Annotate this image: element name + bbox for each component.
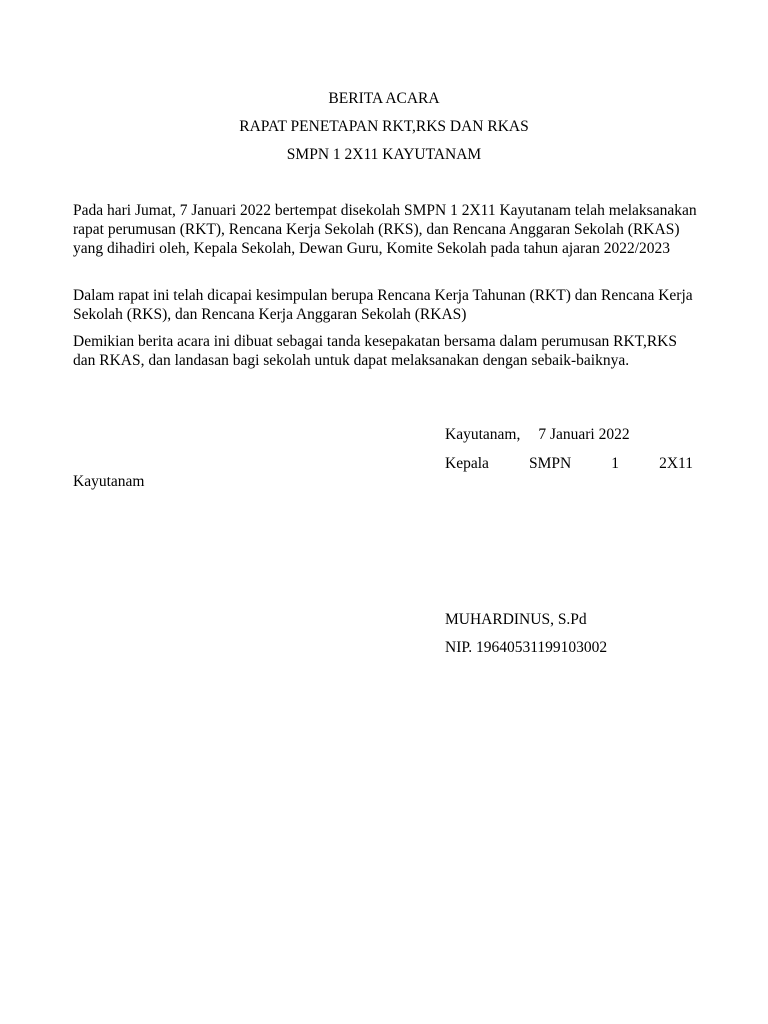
signature-title-word: 1 xyxy=(611,455,620,472)
signature-place-date xyxy=(445,425,630,445)
signature-title-word: Kepala xyxy=(445,455,489,472)
document-title: BERITA ACARA xyxy=(328,90,440,107)
signature-title-word: SMPN xyxy=(528,455,572,472)
paragraph-conclusion: Dalam rapat ini telah dicapai kesimpulan berupa Rencana Kerja Tahunan (RKT) dan Rencana Kerja Sekolah (RKS), dan Rencana Kerja Anggaran Sekolah (RKAS) xyxy=(73,287,693,323)
paragraph-meeting-details: Pada hari Jumat, 7 Januari 2022 bertempat disekolah SMPN 1 2X11 Kayutanam telah melaksanakan rapat perumusan (RKT), Rencana Kerja Sekolah (RKS), dan Rencana Anggaran Sekolah (RKAS) yang dihadiri oleh, Kepala Sekolah, Dewan Guru, Komite Sekolah pada tahun ajaran 2022/2023 xyxy=(73,202,697,257)
signature-title-word: 2X11 xyxy=(659,455,693,472)
signature-title-continuation: Kayutanam xyxy=(73,473,145,490)
signatory-nip: NIP. 19640531199103002 xyxy=(445,639,608,656)
signatory-name: MUHARDINUS, S.Pd xyxy=(445,611,587,628)
signature-title-row xyxy=(445,454,693,474)
signature-place: Kayutanam, xyxy=(445,426,521,443)
signature-date: 7 Januari 2022 xyxy=(538,426,630,443)
document-subtitle: RAPAT PENETAPAN RKT,RKS DAN RKAS xyxy=(239,118,529,135)
paragraph-closing: Demikian berita acara ini dibuat sebagai tanda kesepakatan bersama dalam perumusan RKT,RKS dan RKAS, dan landasan bagi sekolah untuk dapat melaksanakan dengan sebaik-baiknya. xyxy=(73,333,677,369)
school-name-heading: SMPN 1 2X11 KAYUTANAM xyxy=(286,146,482,163)
